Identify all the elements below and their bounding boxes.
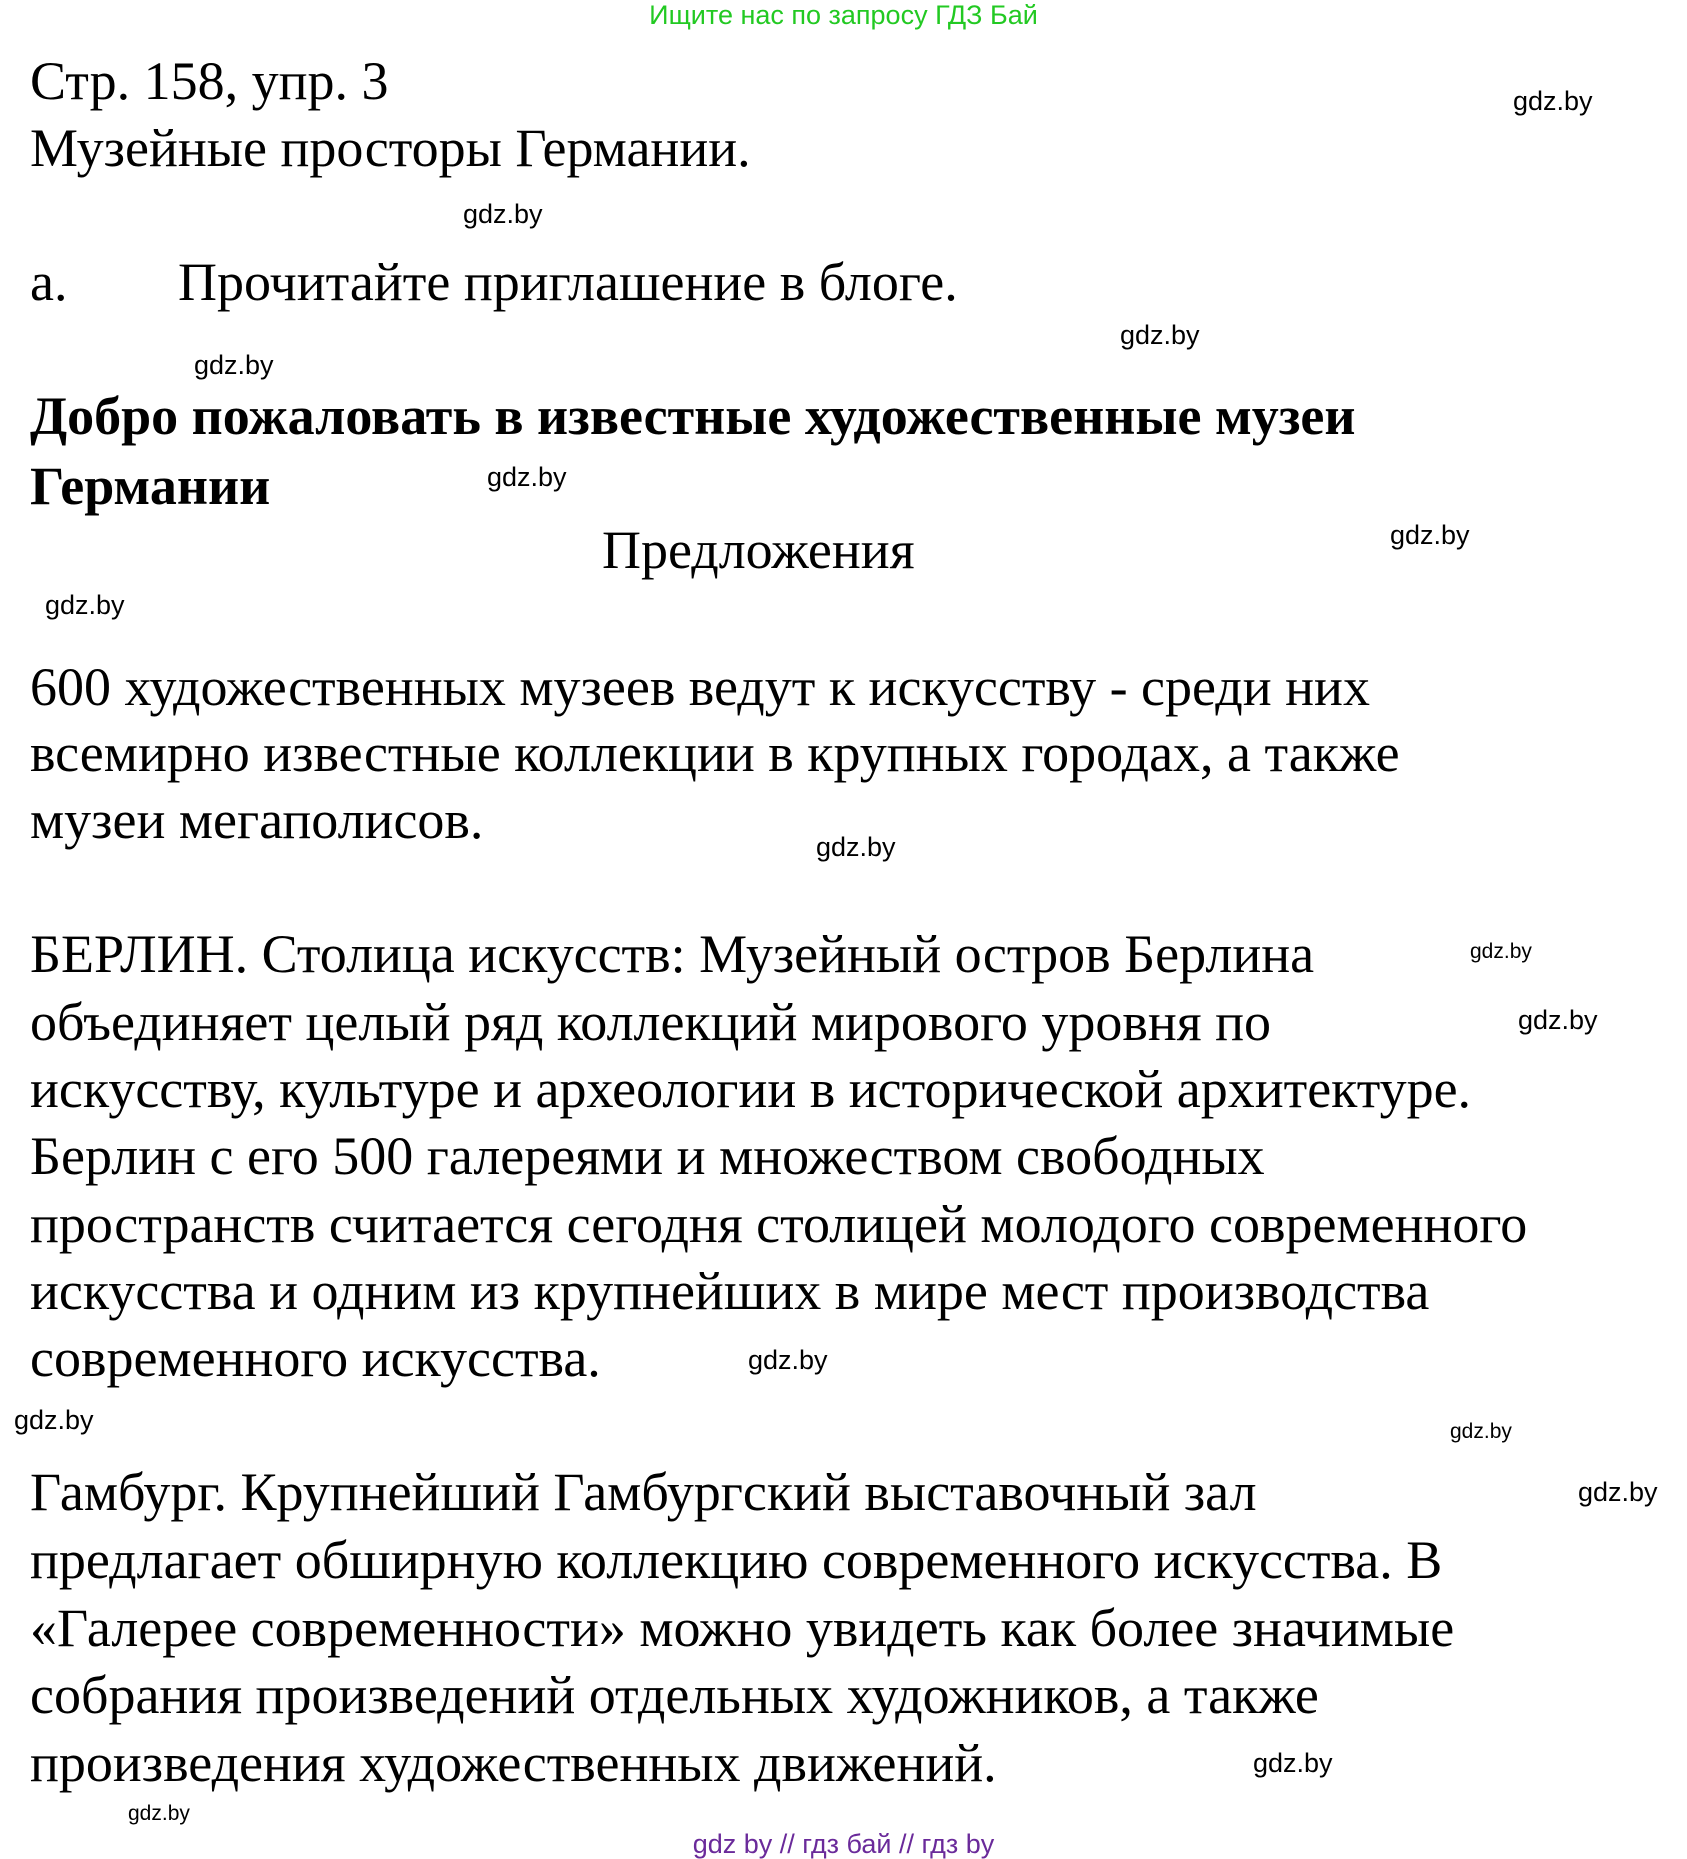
watermark: gdz.by xyxy=(194,350,274,380)
footer-links: gdz by // гдз бай // гдз by xyxy=(692,1829,995,1859)
berlin-line: пространств считается сегодня столицей молодого современного xyxy=(30,1194,1528,1254)
hamburg-line: предлагает обширную коллекцию современного искусства. В xyxy=(30,1530,1443,1590)
watermark: gdz.by xyxy=(1253,1748,1333,1778)
watermark: gdz.by xyxy=(1120,320,1200,350)
hamburg-line: произведения художественных движений. xyxy=(30,1733,997,1793)
hamburg-line: «Галерее современности» можно увидеть как более значимые xyxy=(30,1598,1455,1658)
berlin-line: БЕРЛИН. Столица искусств: Музейный остров Берлина xyxy=(30,924,1315,984)
watermark: gdz.by xyxy=(1578,1477,1658,1507)
intro-line: музеи мегаполисов. xyxy=(30,790,484,850)
berlin-line: искусства и одним из крупнейших в мире мест производства xyxy=(30,1261,1430,1321)
task-instruction: Прочитайте приглашение в блоге. xyxy=(178,252,958,312)
hamburg-line: Гамбург. Крупнейший Гамбургский выставочный зал xyxy=(30,1462,1257,1522)
watermark: gdz.by xyxy=(1518,1005,1598,1035)
watermark: gdz.by xyxy=(487,462,567,492)
blog-heading-line-2: Германии xyxy=(30,456,271,516)
blog-subheading: Предложения xyxy=(602,520,915,580)
watermark: gdz.by xyxy=(1390,520,1470,550)
blog-heading-line-1: Добро пожаловать в известные художественные музеи xyxy=(30,386,1356,446)
search-hint-banner: Ищите нас по запросу ГДЗ Бай xyxy=(649,0,1038,30)
watermark: gdz.by xyxy=(14,1405,94,1435)
watermark: gdz.by xyxy=(1513,86,1593,116)
watermark: gdz.by xyxy=(1470,940,1532,963)
berlin-line: искусству, культуре и археологии в исторической архитектуре. xyxy=(30,1059,1472,1119)
berlin-line: объединяет целый ряд коллекций мирового уровня по xyxy=(30,992,1271,1052)
page-reference: Стр. 158, упр. 3 xyxy=(30,51,389,111)
intro-line: 600 художественных музеев ведут к искусству - среди них xyxy=(30,657,1370,717)
watermark: gdz.by xyxy=(463,199,543,229)
task-letter: а. xyxy=(30,252,68,312)
hamburg-line: собрания произведений отдельных художников, а также xyxy=(30,1665,1319,1725)
intro-line: всемирно известные коллекции в крупных городах, а также xyxy=(30,723,1400,783)
berlin-line: современного искусства. xyxy=(30,1328,601,1388)
watermark: gdz.by xyxy=(1450,1420,1512,1443)
watermark: gdz.by xyxy=(45,590,125,620)
berlin-line: Берлин с его 500 галереями и множеством свободных xyxy=(30,1126,1265,1186)
watermark: gdz.by xyxy=(128,1802,190,1825)
page-title: Музейные просторы Германии. xyxy=(30,118,751,178)
watermark: gdz.by xyxy=(816,832,896,862)
watermark: gdz.by xyxy=(748,1345,828,1375)
